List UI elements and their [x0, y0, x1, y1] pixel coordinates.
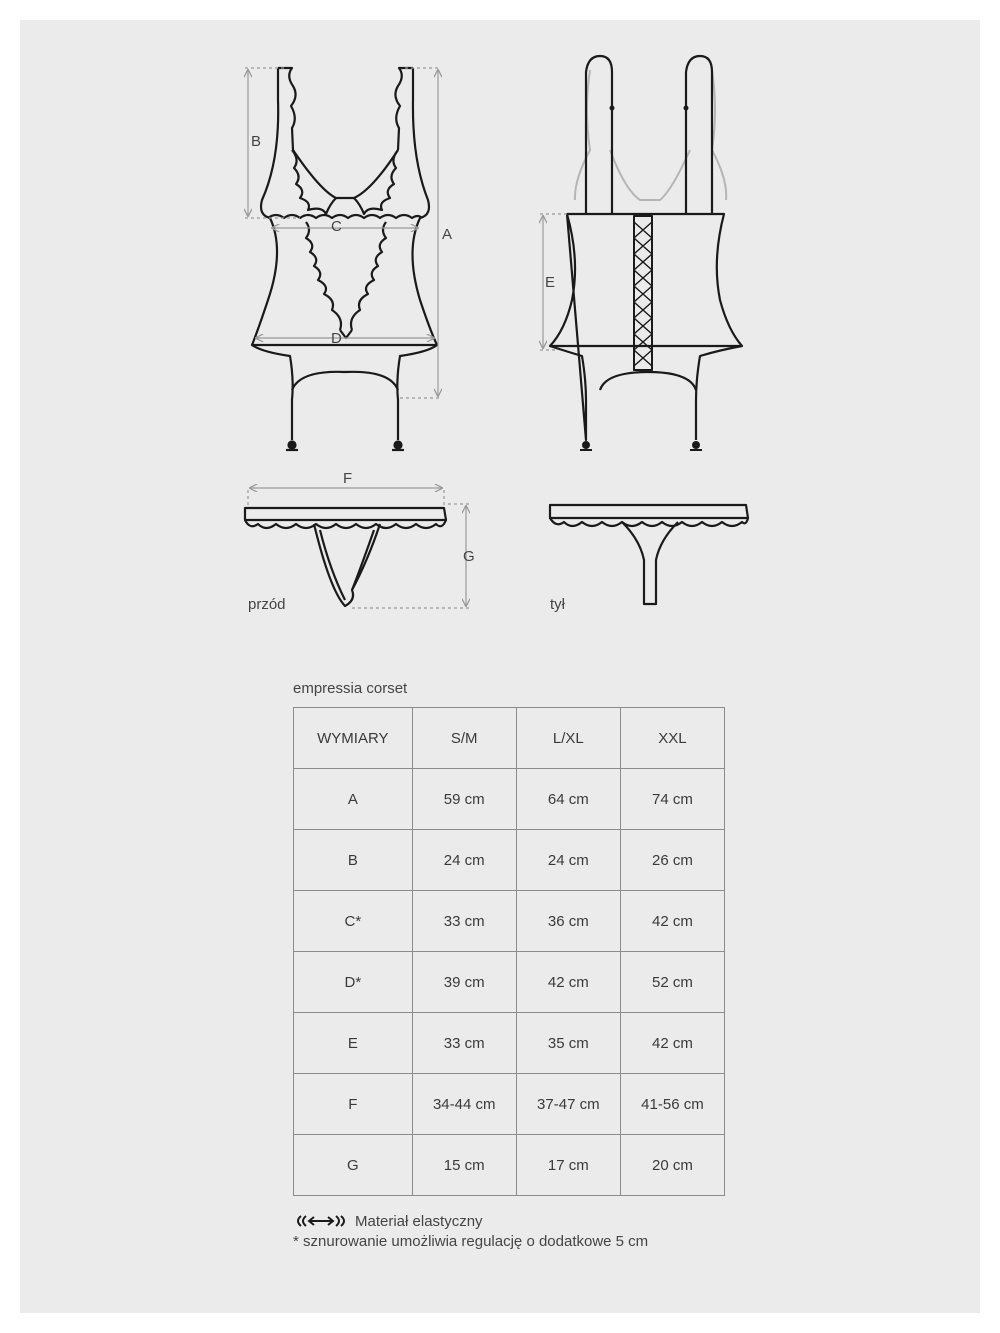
- front-view-label: przód: [248, 596, 286, 613]
- header-cell: L/XL: [516, 708, 620, 769]
- front-corset-drawing: [252, 68, 437, 450]
- table-cell: E: [294, 1013, 413, 1074]
- table-row: [294, 769, 725, 830]
- table-header-row: [294, 708, 725, 769]
- table-cell: 24 cm: [412, 830, 516, 891]
- legend: [293, 1211, 648, 1251]
- table-row: [294, 1013, 725, 1074]
- table-cell: 34-44 cm: [412, 1074, 516, 1135]
- table-row: [294, 891, 725, 952]
- elastic-material-note: Materiał elastyczny: [355, 1212, 483, 1230]
- table-row: [294, 952, 725, 1013]
- header-cell: XXL: [620, 708, 724, 769]
- table-cell: 42 cm: [620, 891, 724, 952]
- table-cell: 39 cm: [412, 952, 516, 1013]
- table-cell: F: [294, 1074, 413, 1135]
- back-view-label: tył: [550, 596, 565, 613]
- table-cell: 37-47 cm: [516, 1074, 620, 1135]
- table-cell: B: [294, 830, 413, 891]
- back-thong-drawing: [550, 505, 748, 604]
- double-arrow-elastic-icon: [293, 1213, 349, 1229]
- table-cell: C*: [294, 891, 413, 952]
- table-cell: 17 cm: [516, 1135, 620, 1196]
- table-cell: A: [294, 769, 413, 830]
- dimension-label-b: B: [251, 133, 262, 150]
- table-cell: 42 cm: [516, 952, 620, 1013]
- product-title: empressia corset: [293, 680, 408, 697]
- header-cell: S/M: [412, 708, 516, 769]
- dimension-label-c: C: [331, 218, 342, 235]
- dimension-label-d: D: [331, 330, 342, 347]
- table-cell: 64 cm: [516, 769, 620, 830]
- table-cell: 36 cm: [516, 891, 620, 952]
- table-cell: G: [294, 1135, 413, 1196]
- table-cell: D*: [294, 952, 413, 1013]
- thong-dimension-lines: [248, 488, 470, 608]
- table-cell: 24 cm: [516, 830, 620, 891]
- legend-footnote-row: [293, 1231, 648, 1251]
- table-cell: 35 cm: [516, 1013, 620, 1074]
- table-cell: 42 cm: [620, 1013, 724, 1074]
- back-corset-drawing: [550, 56, 742, 450]
- table-cell: 74 cm: [620, 769, 724, 830]
- dimension-label-a: A: [442, 226, 453, 243]
- header-cell: WYMIARY: [294, 708, 413, 769]
- table-row: [294, 830, 725, 891]
- table-cell: 52 cm: [620, 952, 724, 1013]
- table-cell: 15 cm: [412, 1135, 516, 1196]
- table-cell: 59 cm: [412, 769, 516, 830]
- table-row: [294, 1135, 725, 1196]
- size-table: [293, 707, 725, 1196]
- lacing-footnote: * sznurowanie umożliwia regulację o dodatkowe 5 cm: [293, 1232, 649, 1250]
- table-cell: 33 cm: [412, 891, 516, 952]
- table-cell: 20 cm: [620, 1135, 724, 1196]
- dimension-label-f: F: [343, 470, 353, 487]
- front-thong-drawing: [245, 508, 446, 606]
- legend-elastic-row: [293, 1211, 648, 1231]
- table-cell: 33 cm: [412, 1013, 516, 1074]
- dimension-label-e: E: [545, 274, 556, 291]
- table-cell: 41-56 cm: [620, 1074, 724, 1135]
- table-cell: 26 cm: [620, 830, 724, 891]
- dimension-label-g: G: [463, 548, 475, 565]
- table-row: [294, 1074, 725, 1135]
